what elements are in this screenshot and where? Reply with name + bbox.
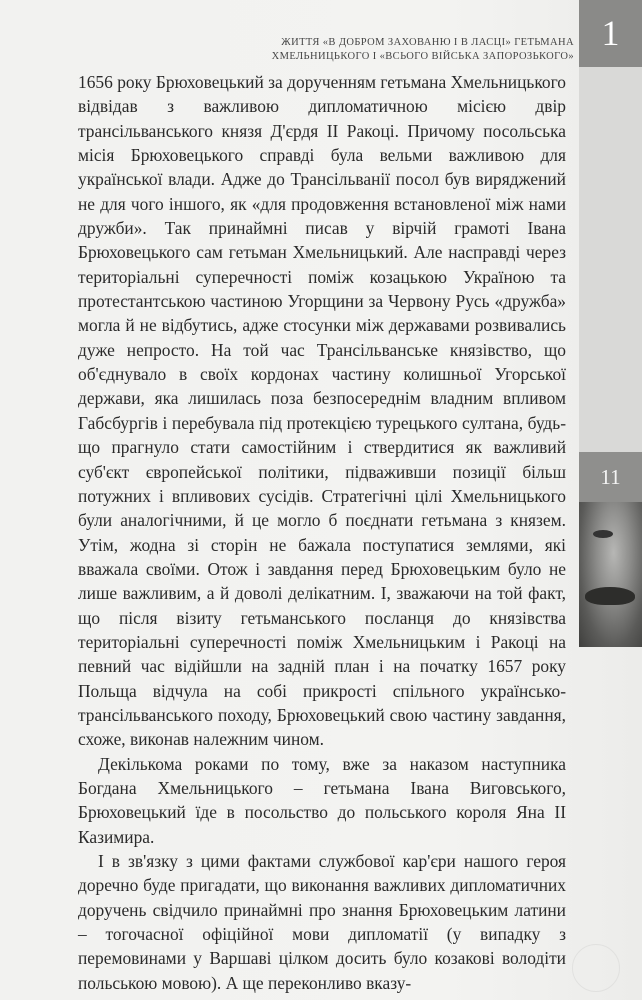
running-header-line-1: ЖИТТЯ «В ДОБРОМ ЗАХОВАНЮ І В ЛАСЦІ» ГЕТЬМАНА bbox=[281, 37, 574, 48]
body-text bbox=[78, 70, 566, 995]
portrait-image bbox=[579, 502, 642, 647]
portrait-mustache bbox=[585, 587, 635, 605]
chapter-tab: 1 bbox=[579, 0, 642, 67]
paragraph-2: Декількома роками по тому, вже за наказом наступника Богдана Хмельницького – гетьмана Івана Виговського, Брюховецький їде в посольство до польського короля Яна II Казимира. bbox=[78, 753, 566, 847]
paragraph-3: І в зв'язку з цими фактами службової кар'єри нашого героя доречно буде пригадати, що виконання важливих дипломатичних доручень свідчило принаймні про знання Брюховецьким латини – тогочасної офіційної мови дипломатії (у випадку з перемовинами у Варшаві цілком досить було козакові володіти польською мовою). А ще переконливо вказу- bbox=[78, 851, 566, 993]
portrait-eye bbox=[593, 530, 613, 538]
running-header bbox=[154, 36, 574, 64]
paragraph-1: 1656 року Брюховецький за дорученням гетьмана Хмельницького відвідав з важливою дипломатичною місією двір трансільванського князя Д'єрдя II Ракоці. Причому посольська місія Брюховецького справді була вельми важливою для української влади. Адже до Трансільванії посол був виряджений не для чого іншого, як «для продовження встановленої між нами дружби». Так принаймні писав у вірчій грамоті Івана Брюховецького сам гетьман Хмельницький. Але насправді через територіальні суперечності поміж козацькою Україною та протестантською частиною Угорщини за Червону Русь «дружба» могла й не відбутись, адже стосунки між державами розвивались дуже непросто. На той час Трансільванське князівство, що об'єднувало в своїх кордонах частину колишньої Угорської держави, яка лишилась поза безпосереднім владним впливом Габсбургів і перебувала під протекцією турецького султана, будь-що прагнуло стати самостійним і ствердитися як важливий суб'єкт європейської політики, підваживши позиції більш потужних і впливових сусідів. Стратегічні цілі Хмельницького були аналогічними, й це могло б поєднати гетьмана з князем. Утім, жодна зі сторін не бажала поступатися землями, які вважала своїми. Отож і завдання перед Брюховецьким було не лише важливим, а й доволі делікатним. І, зважаючи на той факт, що після візиту гетьманського посланця до князівства територіальні суперечності поміж Хмельницьким і Ракоці на певний час відійшли на задній план і на початку 1657 року Польща відчула на собі прикрості спільного українсько-трансільванського походу, Брюховецький свою частину завдання, схоже, виконав належним чином. bbox=[78, 72, 566, 750]
page-number: 11 bbox=[579, 452, 642, 502]
faint-seal bbox=[572, 944, 620, 992]
running-header-line-2: ХМЕЛЬНИЦЬКОГО І «ВСЬОГО ВІЙСЬКА ЗАПОРОЗЬКОГО» bbox=[271, 51, 574, 62]
